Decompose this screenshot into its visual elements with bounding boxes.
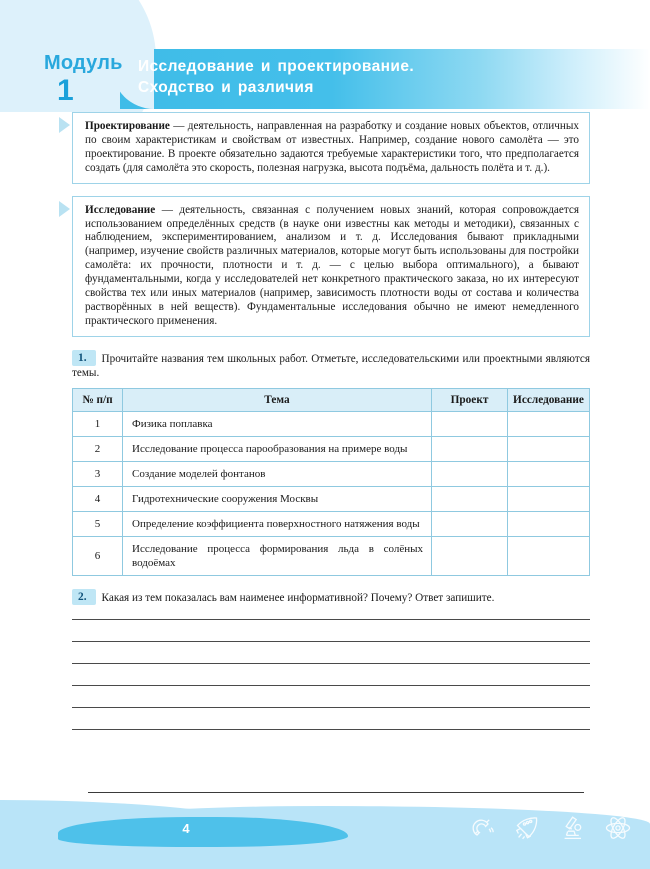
definition-body: — деятельность, направленная на разработку и создание новых объектов, отличных по своим характеристикам и свойствам от известных. Например, создание нового самолёта — это проектирование. В проекте обязательно задаются требуемые характеристики того, что предполагается создать (для самолёта это скорость, полезная нагрузка, высота подъёма, дальность полёта и т. д.). xyxy=(85,120,579,174)
column-header-topic: Тема xyxy=(123,388,432,411)
row-research-checkbox[interactable] xyxy=(508,461,590,486)
row-project-checkbox[interactable] xyxy=(432,461,508,486)
answer-line[interactable] xyxy=(72,641,590,642)
row-topic: Исследование процесса формирования льда в солёных водоёмах xyxy=(123,536,432,575)
task-1-text: Прочитайте названия тем школьных работ. Отметьте, исследовательскими или проектными являются темы. xyxy=(72,352,590,380)
row-project-checkbox[interactable] xyxy=(432,486,508,511)
column-header-number: № п/п xyxy=(73,388,123,411)
table-row xyxy=(73,511,590,536)
row-topic: Создание моделей фонтанов xyxy=(123,461,432,486)
row-number: 3 xyxy=(73,461,123,486)
row-number: 4 xyxy=(73,486,123,511)
row-project-checkbox[interactable] xyxy=(432,436,508,461)
page-number: 4 xyxy=(182,821,190,836)
task-2-text: Какая из тем показалась вам наименее информативной? Почему? Ответ запишите. xyxy=(101,591,495,604)
atom-icon xyxy=(604,815,632,841)
answer-line[interactable] xyxy=(72,729,590,730)
row-research-checkbox[interactable] xyxy=(508,411,590,436)
definition-text xyxy=(85,120,579,176)
task-2 xyxy=(72,589,590,605)
table-row xyxy=(73,461,590,486)
row-number: 6 xyxy=(73,536,123,575)
rocket-icon xyxy=(514,815,542,841)
row-topic: Определение коэффициента поверхностного натяжения воды xyxy=(123,511,432,536)
table-row xyxy=(73,536,590,575)
column-header-project: Проект xyxy=(432,388,508,411)
definition-box-projecting xyxy=(72,112,590,184)
magnet-icon xyxy=(470,815,496,841)
row-topic: Исследование процесса парообразования на примере воды xyxy=(123,436,432,461)
arrow-marker-icon xyxy=(59,201,70,217)
table-row xyxy=(73,411,590,436)
answer-line[interactable] xyxy=(72,707,590,708)
row-number: 1 xyxy=(73,411,123,436)
module-number: 1 xyxy=(57,74,74,107)
page-header xyxy=(0,0,650,112)
footer-wave-accent xyxy=(58,817,348,847)
definition-term: Проектирование xyxy=(85,120,170,132)
page-title-line-2: Сходство и различия xyxy=(138,79,314,96)
arrow-marker-icon xyxy=(59,117,70,133)
row-topic: Физика поплавка xyxy=(123,411,432,436)
page-footer xyxy=(0,790,650,869)
answer-lines xyxy=(72,619,590,730)
definition-box-research xyxy=(72,196,590,337)
module-label: Модуль xyxy=(44,52,123,74)
row-research-checkbox[interactable] xyxy=(508,511,590,536)
row-project-checkbox[interactable] xyxy=(432,411,508,436)
task-1 xyxy=(72,350,590,381)
row-number: 2 xyxy=(73,436,123,461)
definition-text xyxy=(85,204,579,329)
row-topic: Гидротехнические сооружения Москвы xyxy=(123,486,432,511)
page-content xyxy=(0,112,650,730)
answer-line[interactable] xyxy=(72,619,590,620)
column-header-research: Исследование xyxy=(508,388,590,411)
row-research-checkbox[interactable] xyxy=(508,536,590,575)
definition-body: — деятельность, связанная с получением новых знаний, которая сопровождается использованием определённых средств (в науке они известны как методы и методики), связанных с наблюдением, экспериментированием, анализом и т. д. Исследования бывают прикладными (например, изучение свойств различных материалов, которые могут быть использованы для постройки самолёта: их прочности, плотности и т. д. — с целью выбора оптимального), а бывают фундаментальными, когда у исследователей нет конкретного практического заказа, но их интересуют свойства тех или иных материалов (например, зависимость плотности воды от состава и количества растворённых в ней веществ). Фундаментальные исследования обычно не имеют немедленного практического применения. xyxy=(85,203,579,327)
answer-line[interactable] xyxy=(72,685,590,686)
row-research-checkbox[interactable] xyxy=(508,486,590,511)
task-2-number: 2. xyxy=(72,589,96,605)
table-row xyxy=(73,436,590,461)
page-title xyxy=(138,56,414,98)
page-title-line-1: Исследование и проектирование. xyxy=(138,58,415,75)
footer-icon-group xyxy=(470,815,632,841)
row-project-checkbox[interactable] xyxy=(432,511,508,536)
task-1-number: 1. xyxy=(72,350,96,366)
table-header-row xyxy=(73,388,590,411)
row-research-checkbox[interactable] xyxy=(508,436,590,461)
table-row xyxy=(73,486,590,511)
answer-line[interactable] xyxy=(72,663,590,664)
definition-term: Исследование xyxy=(85,203,156,216)
microscope-icon xyxy=(560,815,586,841)
topics-table-body xyxy=(73,411,590,575)
topics-table xyxy=(72,388,590,576)
row-number: 5 xyxy=(73,511,123,536)
row-project-checkbox[interactable] xyxy=(432,536,508,575)
footer-divider xyxy=(88,792,584,793)
